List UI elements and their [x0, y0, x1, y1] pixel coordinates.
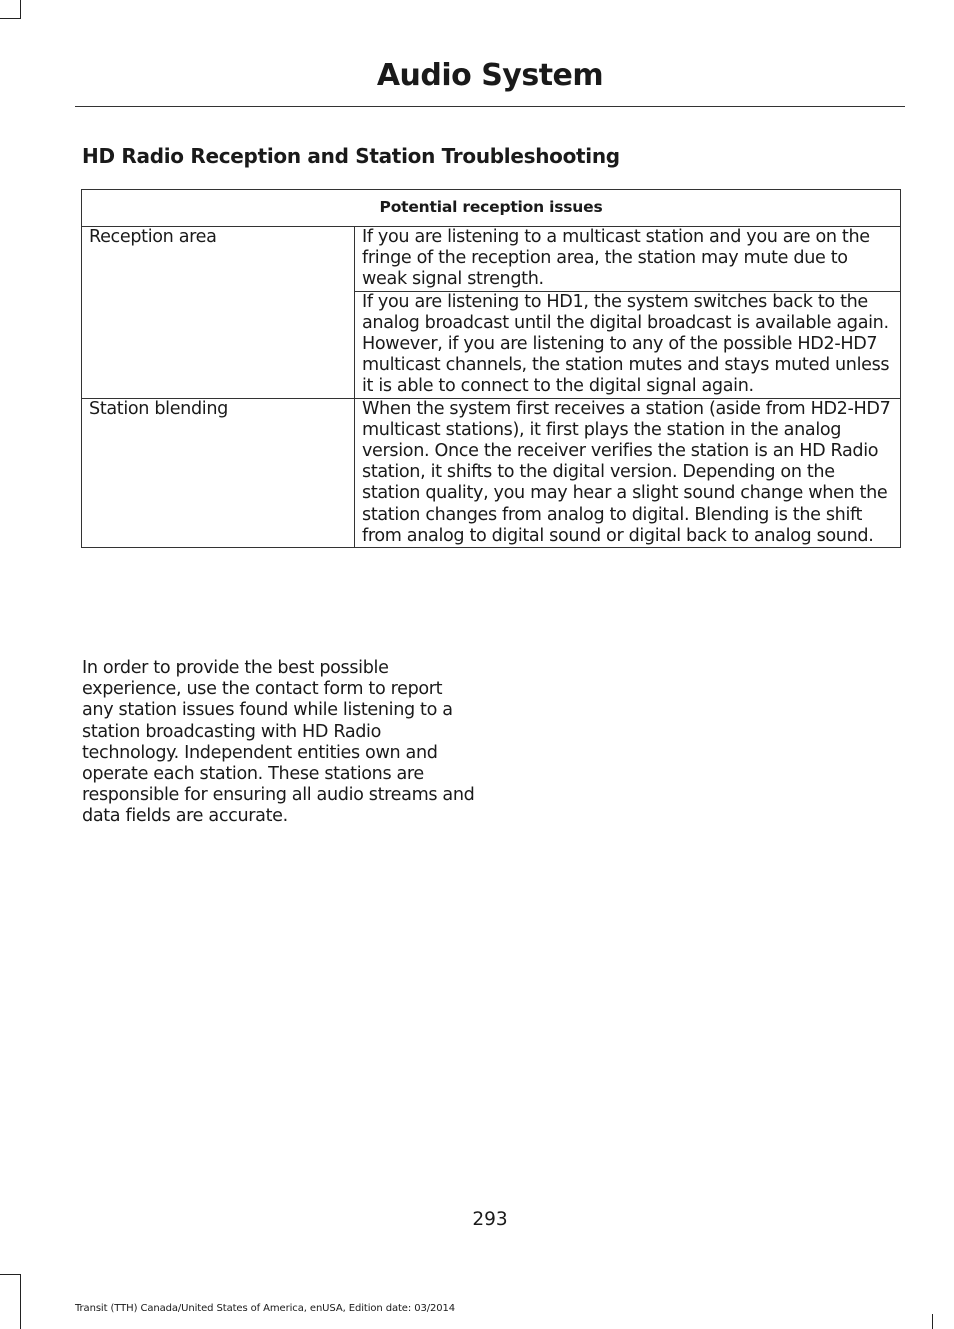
table-header-row	[82, 190, 901, 227]
page-title: Audio System	[376, 58, 604, 93]
crop-mark	[0, 1274, 20, 1275]
table-description-cell: When the system first receives a station (aside from HD2-HD7 multicast stations), it first plays the station in the analog version. Once the receiver verifies the station is an HD Radio station, it shifts to the digital version. Depending on the station quality, you may hear a slight sound change when the station changes from analog to digital. Blending is the shift from analog to digital sound or digital back to analog sound.	[355, 398, 901, 547]
title-divider	[75, 106, 905, 107]
table-category-cell: Station blending	[82, 398, 355, 547]
section-heading: HD Radio Reception and Station Troubleshooting	[82, 144, 620, 168]
table-category-cell: Reception area	[82, 227, 355, 399]
crop-mark	[932, 1314, 933, 1329]
table-row	[82, 227, 901, 292]
table-row	[82, 398, 901, 547]
footer-text: Transit (TTH) Canada/United States of America, enUSA, Edition date: 03/2014	[75, 1303, 456, 1314]
crop-mark	[20, 0, 21, 19]
page-number: 293	[472, 1209, 508, 1230]
table-description-cell: If you are listening to a multicast station and you are on the fringe of the reception area, the station may mute due to weak signal strength.	[355, 227, 901, 292]
table-header: Potential reception issues	[82, 190, 901, 227]
body-paragraph: In order to provide the best possible experience, use the contact form to report any station issues found while listening to a station broadcasting with HD Radio technology. Independent entities own and operate each station. These stations are responsible for ensuring all audio streams and data fields are accurate.	[82, 658, 475, 827]
reception-issues-table	[81, 189, 901, 548]
table-description-cell: If you are listening to HD1, the system switches back to the analog broadcast until the digital broadcast is available again. However, if you are listening to any of the possible HD2-HD7 multicast channels, the station mutes and stays muted unless it is able to connect to the digital signal again.	[355, 291, 901, 398]
crop-mark	[20, 1314, 21, 1329]
crop-mark	[0, 18, 20, 19]
